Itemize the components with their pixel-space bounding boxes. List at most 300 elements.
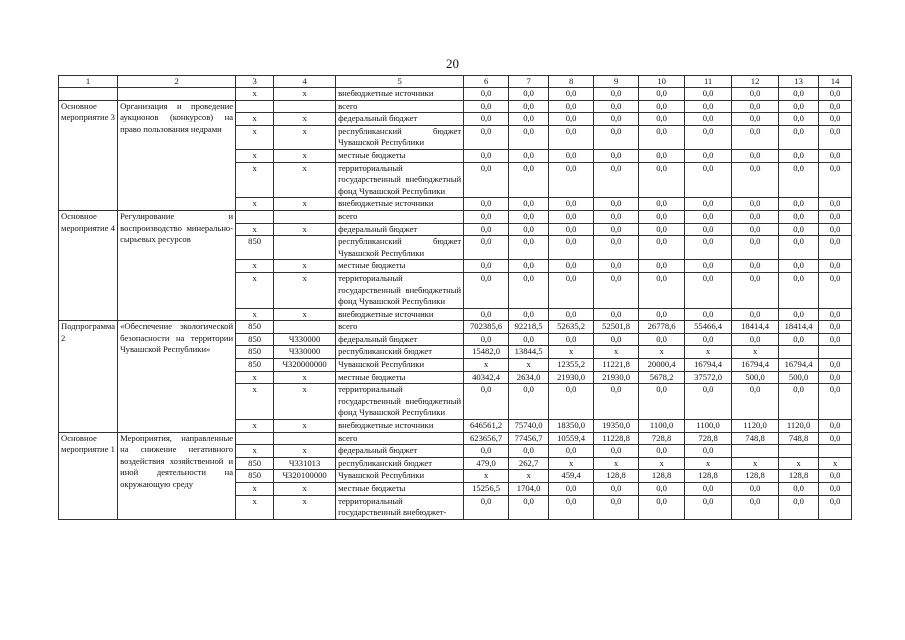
value-cell: 0,0 [509,272,549,308]
value-cell: x [639,457,685,470]
funding-source: федеральный бюджет [336,113,464,126]
value-cell: 728,8 [685,432,732,445]
target-code: x [274,125,336,149]
column-header: 9 [594,76,639,88]
grbs-code: x [236,445,274,458]
grbs-code: x [236,308,274,321]
funding-source: внебюджетные источники [336,88,464,101]
target-code: x [274,198,336,211]
grbs-code: x [236,420,274,433]
value-cell: 0,0 [509,125,549,149]
value-cell: 0,0 [685,483,732,496]
grbs-code: 850 [236,333,274,346]
value-cell: 0,0 [819,495,852,519]
value-cell: 0,0 [594,445,639,458]
value-cell: 0,0 [779,162,819,198]
value-cell: 0,0 [732,198,779,211]
value-cell: 0,0 [594,308,639,321]
grbs-code: x [236,495,274,519]
value-cell: 0,0 [509,333,549,346]
value-cell: 0,0 [819,420,852,433]
value-cell: 0,0 [732,272,779,308]
target-code: Ч320100000 [274,470,336,483]
table-row [59,100,852,113]
value-cell: 0,0 [639,198,685,211]
value-cell: 702385,6 [464,321,509,334]
value-cell: 0,0 [549,236,594,260]
value-cell: 0,0 [819,113,852,126]
value-cell: 0,0 [732,483,779,496]
target-code: x [274,420,336,433]
grbs-code: x [236,88,274,101]
target-code: x [274,113,336,126]
value-cell: 0,0 [819,198,852,211]
value-cell: 0,0 [819,272,852,308]
column-numbers-row [59,76,852,88]
value-cell: 0,0 [509,384,549,420]
value-cell: 0,0 [779,483,819,496]
grbs-code: 850 [236,236,274,260]
value-cell: 0,0 [509,100,549,113]
value-cell: 52635,2 [549,321,594,334]
value-cell: 55466,4 [685,321,732,334]
value-cell: 0,0 [819,359,852,372]
value-cell: 0,0 [779,223,819,236]
value-cell: 0,0 [594,149,639,162]
value-cell: 5678,2 [639,371,685,384]
value-cell: 0,0 [819,88,852,101]
value-cell: 0,0 [594,100,639,113]
value-cell: 0,0 [685,198,732,211]
value-cell: 0,0 [819,236,852,260]
value-cell: 13844,5 [509,346,549,359]
value-cell: 748,8 [732,432,779,445]
grbs-code: x [236,149,274,162]
value-cell: 0,0 [464,149,509,162]
funding-source: внебюджетные источники [336,198,464,211]
table-body [59,88,852,520]
column-header: 1 [59,76,118,88]
value-cell: 0,0 [594,125,639,149]
value-cell: 40342,4 [464,371,509,384]
value-cell: 0,0 [732,149,779,162]
value-cell: 0,0 [819,223,852,236]
value-cell: 500,0 [779,371,819,384]
value-cell: 0,0 [819,483,852,496]
column-header: 14 [819,76,852,88]
value-cell: 12355,2 [549,359,594,372]
value-cell: 0,0 [464,495,509,519]
target-code: x [274,88,336,101]
value-cell: x [819,457,852,470]
value-cell: 0,0 [639,333,685,346]
funding-source: всего [336,432,464,445]
value-cell: 0,0 [819,149,852,162]
value-cell: 52501,8 [594,321,639,334]
value-cell: 0,0 [594,210,639,223]
value-cell: x [594,457,639,470]
grbs-code: 850 [236,346,274,359]
value-cell: 0,0 [549,149,594,162]
value-cell: 459,4 [549,470,594,483]
value-cell: 1100,0 [639,420,685,433]
value-cell: 0,0 [685,88,732,101]
funding-source: территориальный государственный внебюджет- [336,495,464,519]
value-cell: x [639,346,685,359]
grbs-code: x [236,113,274,126]
value-cell: 0,0 [819,308,852,321]
value-cell: 0,0 [464,100,509,113]
value-cell: 0,0 [549,384,594,420]
value-cell: 0,0 [779,88,819,101]
value-cell: x [509,359,549,372]
value-cell: 18414,4 [732,321,779,334]
value-cell: 0,0 [685,210,732,223]
value-cell: 0,0 [509,198,549,211]
target-code: x [274,223,336,236]
table-row [59,210,852,223]
value-cell: 748,8 [779,432,819,445]
value-cell: 0,0 [732,88,779,101]
value-cell: x [549,457,594,470]
value-cell [779,346,819,359]
target-code: x [274,384,336,420]
funding-source: внебюджетные источники [336,308,464,321]
funding-source: республиканский бюджет [336,346,464,359]
value-cell: 0,0 [464,198,509,211]
value-cell: 0,0 [594,236,639,260]
value-cell: 0,0 [779,384,819,420]
value-cell: 0,0 [464,445,509,458]
value-cell: 0,0 [779,495,819,519]
value-cell: 0,0 [464,260,509,273]
value-cell: 0,0 [464,223,509,236]
target-code: Ч330000 [274,346,336,359]
value-cell: 0,0 [464,308,509,321]
value-cell: 0,0 [509,308,549,321]
grbs-code [236,100,274,113]
value-cell: 0,0 [549,483,594,496]
value-cell: 0,0 [779,113,819,126]
value-cell: x [779,457,819,470]
table-header [59,76,852,88]
value-cell: 0,0 [594,88,639,101]
column-header: 10 [639,76,685,88]
table-row [59,88,852,101]
target-code: x [274,483,336,496]
value-cell: 77456,7 [509,432,549,445]
value-cell: 0,0 [819,470,852,483]
value-cell: 0,0 [685,272,732,308]
value-cell: 0,0 [549,88,594,101]
value-cell: 479,0 [464,457,509,470]
value-cell: x [464,470,509,483]
value-cell: 0,0 [779,210,819,223]
value-cell: 0,0 [549,260,594,273]
value-cell: 0,0 [685,162,732,198]
value-cell: 0,0 [685,223,732,236]
value-cell: 0,0 [732,495,779,519]
value-cell: 0,0 [685,308,732,321]
target-code [274,321,336,334]
value-cell: 0,0 [732,236,779,260]
value-cell: 1100,0 [685,420,732,433]
value-cell: 15482,0 [464,346,509,359]
column-header: 7 [509,76,549,88]
value-cell: 0,0 [685,384,732,420]
grbs-code: 850 [236,321,274,334]
value-cell: 0,0 [732,162,779,198]
grbs-code: x [236,125,274,149]
value-cell: 0,0 [685,113,732,126]
grbs-code [236,432,274,445]
funding-source: внебюджетные источники [336,420,464,433]
value-cell: 2634,0 [509,371,549,384]
target-code: Ч330000 [274,333,336,346]
column-header: 5 [336,76,464,88]
grbs-code: 850 [236,457,274,470]
funding-source: федеральный бюджет [336,223,464,236]
value-cell: 0,0 [549,125,594,149]
value-cell: 0,0 [819,125,852,149]
value-cell: 0,0 [549,308,594,321]
value-cell: 0,0 [819,162,852,198]
value-cell: 0,0 [509,113,549,126]
value-cell: 0,0 [732,260,779,273]
row-group-label: Основное мероприятие 1 [59,432,118,519]
column-header: 3 [236,76,274,88]
value-cell: x [685,457,732,470]
funding-source: местные бюджеты [336,371,464,384]
grbs-code: x [236,371,274,384]
value-cell: 623656,7 [464,432,509,445]
value-cell: 0,0 [639,210,685,223]
value-cell: 0,0 [732,223,779,236]
funding-source: всего [336,321,464,334]
grbs-code: x [236,198,274,211]
value-cell: 0,0 [509,236,549,260]
value-cell: 128,8 [639,470,685,483]
funding-source: федеральный бюджет [336,445,464,458]
target-code: x [274,149,336,162]
value-cell: 0,0 [819,384,852,420]
value-cell: x [732,457,779,470]
value-cell: 0,0 [549,100,594,113]
target-code [274,210,336,223]
column-header: 13 [779,76,819,88]
value-cell: 0,0 [594,384,639,420]
value-cell: 0,0 [549,272,594,308]
funding-source: республиканский бюджет Чувашской Республики [336,236,464,260]
value-cell: 0,0 [779,333,819,346]
value-cell: 0,0 [464,236,509,260]
value-cell: 0,0 [549,445,594,458]
value-cell: 0,0 [819,432,852,445]
value-cell: 0,0 [594,198,639,211]
value-cell: 0,0 [509,495,549,519]
value-cell: 0,0 [594,333,639,346]
target-code: x [274,371,336,384]
row-group-description: Организация и проведение аукционов (конкурсов) на право пользования недрами [118,100,236,210]
value-cell: 0,0 [549,223,594,236]
target-code: x [274,308,336,321]
target-code: Ч331013 [274,457,336,470]
column-header: 8 [549,76,594,88]
funding-source: Чувашской Республики [336,359,464,372]
grbs-code: x [236,483,274,496]
budget-table [58,75,852,520]
value-cell: 16794,4 [685,359,732,372]
value-cell: x [509,470,549,483]
value-cell: 0,0 [732,210,779,223]
value-cell: 10559,4 [549,432,594,445]
value-cell: 0,0 [685,333,732,346]
value-cell: 646561,2 [464,420,509,433]
column-header: 2 [118,76,236,88]
funding-source: всего [336,210,464,223]
value-cell: 0,0 [732,113,779,126]
grbs-code: x [236,272,274,308]
value-cell: 0,0 [464,333,509,346]
target-code: Ч320000000 [274,359,336,372]
value-cell: 0,0 [639,483,685,496]
value-cell: 0,0 [464,113,509,126]
column-header: 11 [685,76,732,88]
page-number: 20 [446,56,459,71]
value-cell: 262,7 [509,457,549,470]
value-cell: 18350,0 [549,420,594,433]
funding-source: Чувашской Республики [336,470,464,483]
value-cell: 128,8 [732,470,779,483]
value-cell: 1120,0 [779,420,819,433]
empty-cell [118,88,236,101]
value-cell: 0,0 [639,384,685,420]
value-cell: 128,8 [685,470,732,483]
value-cell: 21930,0 [594,371,639,384]
funding-source: территориальный государственный внебюджетный фонд Чувашской Республики [336,384,464,420]
value-cell: 0,0 [779,149,819,162]
value-cell: 0,0 [639,88,685,101]
value-cell: 1120,0 [732,420,779,433]
value-cell: x [732,346,779,359]
target-code [274,236,336,260]
value-cell: 0,0 [819,371,852,384]
target-code: x [274,260,336,273]
target-code [274,100,336,113]
row-group-description: «Обеспечение экологической безопасности на территории Чувашской Республики» [118,321,236,432]
value-cell: 0,0 [549,495,594,519]
value-cell: 728,8 [639,432,685,445]
value-cell: 0,0 [509,445,549,458]
value-cell: 0,0 [639,260,685,273]
value-cell: 0,0 [639,236,685,260]
row-group-description: Мероприятия, направленные на снижение негативного воздействия хозяйственной и иной деятельности на окружающую среду [118,432,236,519]
grbs-code: x [236,162,274,198]
value-cell: 0,0 [594,113,639,126]
target-code: x [274,162,336,198]
value-cell: 0,0 [639,272,685,308]
value-cell: 0,0 [464,384,509,420]
value-cell: 0,0 [594,223,639,236]
value-cell: 0,0 [685,495,732,519]
row-group-label: Основное мероприятие 4 [59,210,118,320]
value-cell: 0,0 [779,308,819,321]
value-cell: 11228,8 [594,432,639,445]
value-cell: 0,0 [819,100,852,113]
value-cell: 0,0 [732,308,779,321]
target-code: x [274,495,336,519]
funding-source: федеральный бюджет [336,333,464,346]
table-row [59,321,852,334]
grbs-code: 850 [236,470,274,483]
row-group-label: Подпрограмма 2 [59,321,118,432]
value-cell: 0,0 [464,210,509,223]
value-cell: 0,0 [732,384,779,420]
value-cell: 1704,0 [509,483,549,496]
value-cell [819,445,852,458]
value-cell: 0,0 [639,125,685,149]
row-group-label: Основное мероприятие 3 [59,100,118,210]
value-cell: 16794,4 [779,359,819,372]
value-cell: 0,0 [685,125,732,149]
funding-source: местные бюджеты [336,483,464,496]
value-cell: 0,0 [685,260,732,273]
value-cell: 0,0 [639,445,685,458]
value-cell: 0,0 [509,260,549,273]
value-cell: 0,0 [639,223,685,236]
value-cell: 0,0 [685,236,732,260]
funding-source: местные бюджеты [336,149,464,162]
value-cell: 0,0 [594,260,639,273]
grbs-code: x [236,260,274,273]
value-cell: 0,0 [509,162,549,198]
value-cell: 26778,6 [639,321,685,334]
value-cell [732,445,779,458]
empty-cell [59,88,118,101]
value-cell: 0,0 [594,483,639,496]
value-cell: 0,0 [509,223,549,236]
value-cell: 21930,0 [549,371,594,384]
value-cell: 18414,4 [779,321,819,334]
value-cell: 0,0 [549,113,594,126]
value-cell: 0,0 [732,125,779,149]
value-cell: 0,0 [549,198,594,211]
value-cell: 500,0 [732,371,779,384]
value-cell: 0,0 [639,100,685,113]
value-cell: 0,0 [779,272,819,308]
column-header: 6 [464,76,509,88]
funding-source: местные бюджеты [336,260,464,273]
funding-source: территориальный государственный внебюджетный фонд Чувашской Республики [336,272,464,308]
value-cell: 0,0 [685,100,732,113]
value-cell: 92218,5 [509,321,549,334]
value-cell: 0,0 [594,272,639,308]
grbs-code [236,210,274,223]
value-cell: x [594,346,639,359]
value-cell: 0,0 [779,100,819,113]
value-cell: 128,8 [779,470,819,483]
value-cell: 0,0 [639,308,685,321]
value-cell: 20000,4 [639,359,685,372]
value-cell: 11221,8 [594,359,639,372]
value-cell: 0,0 [819,210,852,223]
value-cell: 0,0 [509,88,549,101]
row-group-description: Регулирование и воспроизводство минерально-сырьевых ресурсов [118,210,236,320]
value-cell: 0,0 [819,260,852,273]
value-cell: 19350,0 [594,420,639,433]
value-cell: 0,0 [464,162,509,198]
value-cell: 15256,5 [464,483,509,496]
